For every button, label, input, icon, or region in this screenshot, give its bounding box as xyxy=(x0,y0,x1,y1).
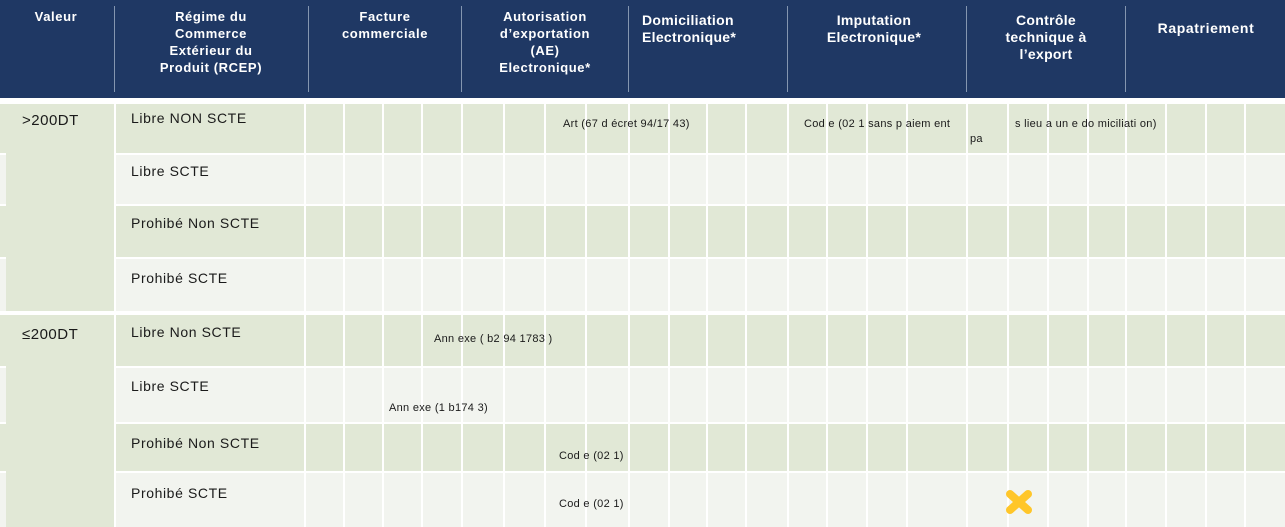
header-separator xyxy=(114,6,115,92)
grid-column-line xyxy=(304,104,306,527)
regime-label: Prohibé SCTE xyxy=(131,270,228,286)
header-separator xyxy=(966,6,967,92)
grid-column-line xyxy=(421,104,423,527)
grid-column-line xyxy=(787,104,789,527)
regime-label: Prohibé SCTE xyxy=(131,485,228,501)
grid-column-line xyxy=(461,104,463,527)
grid-column-line xyxy=(1087,104,1089,527)
header-separator xyxy=(787,6,788,92)
group-separator xyxy=(0,311,1285,315)
grid-column-line xyxy=(668,104,670,527)
grid-column-line xyxy=(1047,104,1049,527)
header-facture: Facture commerciale xyxy=(341,9,429,41)
grid-column-line xyxy=(966,104,968,527)
grid-column-line xyxy=(343,104,345,527)
grid-row-line xyxy=(114,366,1285,368)
grid-column-line xyxy=(866,104,868,527)
grid-column-line xyxy=(628,104,630,527)
grid-column-line xyxy=(745,104,747,527)
grid-column-line xyxy=(906,104,908,527)
table-header xyxy=(0,0,1285,98)
grid-column-line xyxy=(1007,104,1009,527)
note-code-021: Cod e (02 1) xyxy=(559,450,624,462)
note-annexe-b2: Ann exe ( b2 94 1783 ) xyxy=(434,333,553,345)
grid-column-line xyxy=(114,104,116,527)
regime-label: Prohibé Non SCTE xyxy=(131,435,260,451)
regime-label: Libre SCTE xyxy=(131,378,210,394)
cross-icon-shape xyxy=(1010,494,1028,510)
table-row xyxy=(0,315,1285,366)
grid-column-line xyxy=(706,104,708,527)
grid-row-line xyxy=(114,204,1285,206)
header-separator xyxy=(628,6,629,92)
grid-row-line xyxy=(114,153,1285,155)
regime-label: Prohibé Non SCTE xyxy=(131,215,260,231)
header-autorisation: Autorisation d’exportation (AE) Electronique* xyxy=(499,9,591,75)
header-separator xyxy=(308,6,309,92)
valeur-cell xyxy=(6,104,114,311)
regime-label: Libre NON SCTE xyxy=(131,110,247,126)
header-domiciliation: Domiciliation Electronique* xyxy=(642,12,737,45)
grid-row-line xyxy=(114,471,1285,473)
valeur-cell xyxy=(6,315,114,527)
grid-column-line xyxy=(1165,104,1167,527)
grid-column-line xyxy=(1205,104,1207,527)
header-separator xyxy=(461,6,462,92)
note-code-021: Cod e (02 1) xyxy=(559,498,624,510)
note-lieu-domiciliation: s lieu a un e do miciliati on) xyxy=(1015,118,1157,130)
header-separator xyxy=(1125,6,1126,92)
grid-column-line xyxy=(503,104,505,527)
header-valeur: Valeur xyxy=(34,9,78,24)
cross-icon xyxy=(1004,488,1034,516)
grid-column-line xyxy=(826,104,828,527)
grid-column-line xyxy=(1125,104,1127,527)
grid-row-line xyxy=(114,422,1285,424)
grid-column-line xyxy=(544,104,546,527)
table-row xyxy=(0,206,1285,257)
valeur-label: ≤200DT xyxy=(22,326,79,343)
note-code-021-sans-paiement: Cod e (02 1 sans p aiem ent xyxy=(804,118,951,130)
grid-column-line xyxy=(585,104,587,527)
grid-row-line xyxy=(114,257,1285,259)
note-article-67: Art (67 d écret 94/17 43) xyxy=(563,118,690,130)
header-imputation: Imputation Electronique* xyxy=(826,12,922,45)
table-row xyxy=(0,368,1285,422)
grid-column-line xyxy=(1244,104,1246,527)
regime-label: Libre SCTE xyxy=(131,163,210,179)
note-annexe-1b: Ann exe (1 b174 3) xyxy=(389,402,488,414)
header-rapatriement: Rapatriement xyxy=(1157,20,1255,36)
header-rcep: Régime du Commerce Extérieur du Produit (RCEP) xyxy=(159,9,263,75)
header-controle: Contrôle technique à l’export xyxy=(1005,12,1087,62)
note-pa: pa xyxy=(970,133,983,145)
valeur-label: >200DT xyxy=(22,112,79,129)
grid-column-line xyxy=(382,104,384,527)
regime-label: Libre Non SCTE xyxy=(131,324,242,340)
